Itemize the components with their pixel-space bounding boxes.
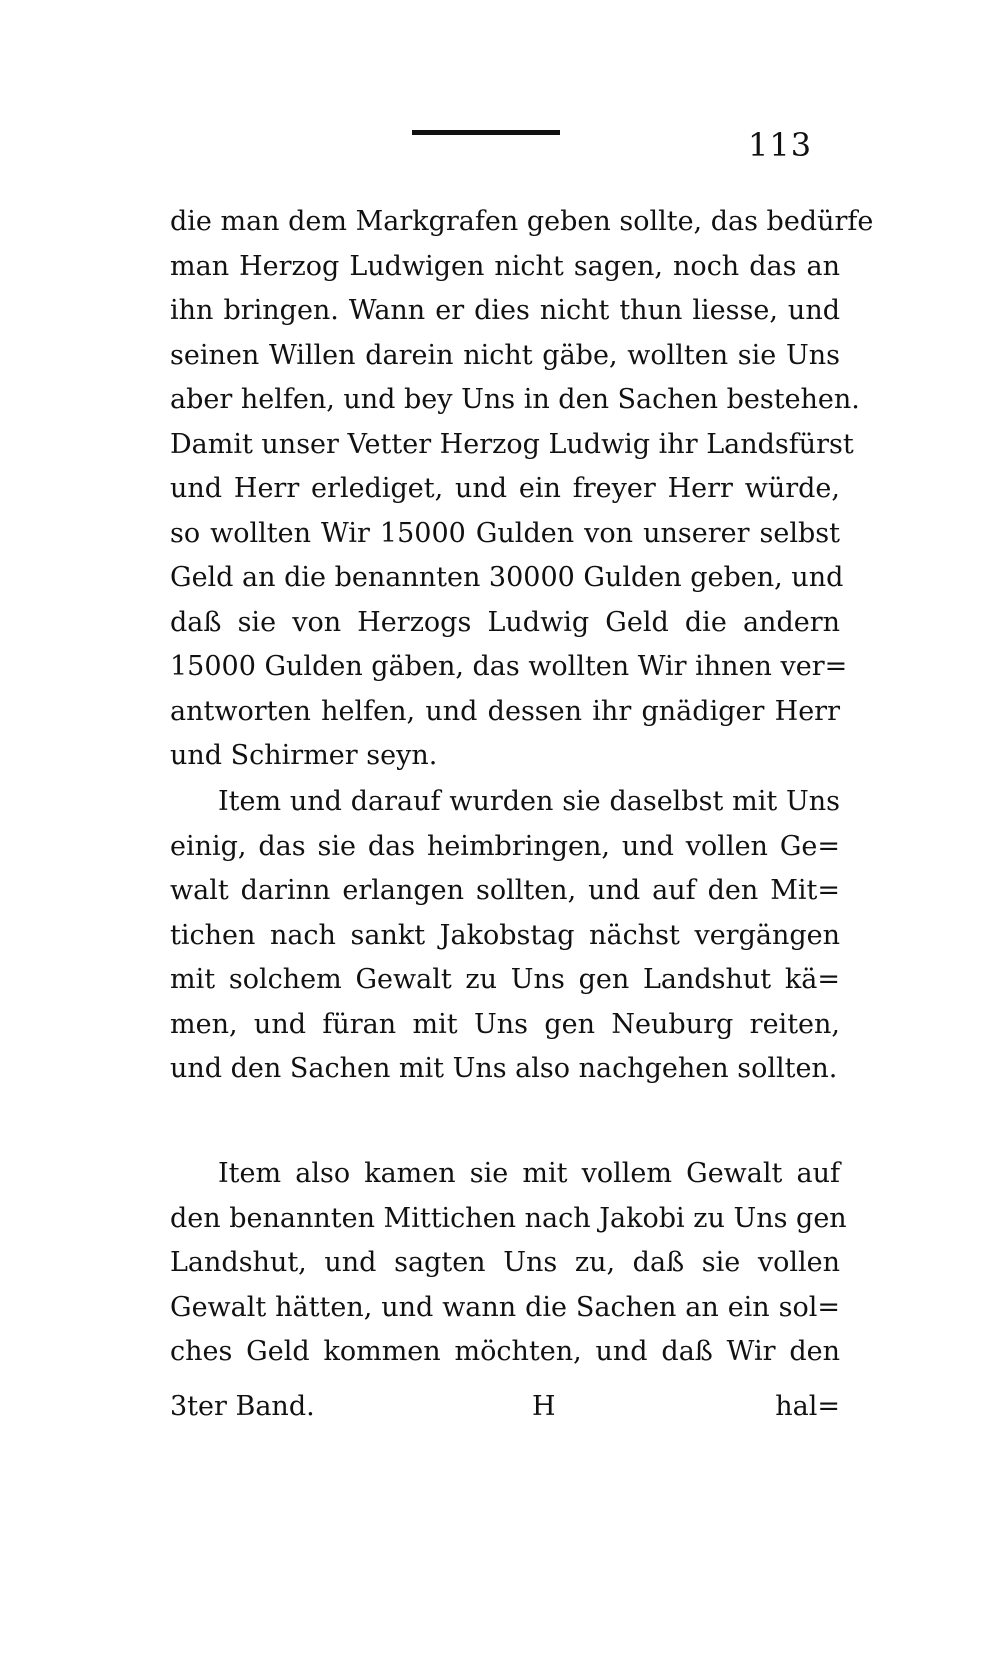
text-line: Damit unser Vetter Herzog Ludwig ihr Landsfürst <box>170 428 854 460</box>
header-rule <box>412 130 560 135</box>
text-line: Item und darauf wurden sie daselbst mit Uns <box>218 786 840 817</box>
sheet-mark: H <box>532 1391 556 1422</box>
paragraph-3 <box>170 1152 847 1375</box>
text-line: man Herzog Ludwigen nicht sagen, noch das an <box>170 250 840 282</box>
text-line: den benannten Mittichen nach Jakobi zu Uns gen <box>170 1202 847 1234</box>
text-line: ihn bringen. Wann er dies nicht thun liesse, und <box>170 295 840 326</box>
text-line: seinen Willen darein nicht gäbe, wollten sie Uns <box>170 339 840 371</box>
text-line: ches Geld kommen möchten, und daß Wir den <box>170 1336 840 1367</box>
text-line: und Schirmer seyn. <box>170 740 438 771</box>
text-line: men, und füran mit Uns gen Neuburg reiten, <box>170 1008 840 1040</box>
page-footer <box>170 1385 840 1429</box>
text-line: antworten helfen, und dessen ihr gnädiger Herr <box>170 695 840 727</box>
text-line: Item also kamen sie mit vollem Gewalt auf <box>218 1158 840 1189</box>
text-line: mit solchem Gewalt zu Uns gen Landshut kä= <box>170 964 840 995</box>
text-line: so wollten Wir 15000 Gulden von unserer selbst <box>170 517 840 549</box>
page-number: 113 <box>748 126 813 164</box>
text-line: und Herr erlediget, und ein freyer Herr würde, <box>170 473 840 504</box>
paragraph-1 <box>170 200 874 779</box>
text-line: einig, das sie das heimbringen, und vollen Ge= <box>170 830 840 862</box>
text-line: daß sie von Herzogs Ludwig Geld die andern <box>170 606 840 638</box>
text-line: Landshut, und sagten Uns zu, daß sie vollen <box>170 1247 840 1278</box>
text-line: walt darinn erlangen sollten, und auf den Mit= <box>170 875 840 906</box>
text-line: tichen nach sankt Jakobstag nächst vergängen <box>170 919 840 951</box>
paragraph-2 <box>170 780 840 1092</box>
catchword: hal= <box>775 1391 840 1422</box>
text-line: Geld an die benannten 30000 Gulden geben, und <box>170 562 844 593</box>
volume-signature: 3ter Band. <box>170 1391 315 1422</box>
text-line: und den Sachen mit Uns also nachgehen sollten. <box>170 1053 838 1084</box>
text-line: die man dem Markgrafen geben sollte, das bedürfe <box>170 206 874 237</box>
text-line: Gewalt hätten, und wann die Sachen an ein sol= <box>170 1291 840 1323</box>
text-line: 15000 Gulden gäben, das wollten Wir ihnen ver= <box>170 651 848 682</box>
text-line: aber helfen, und bey Uns in den Sachen bestehen. <box>170 384 860 415</box>
